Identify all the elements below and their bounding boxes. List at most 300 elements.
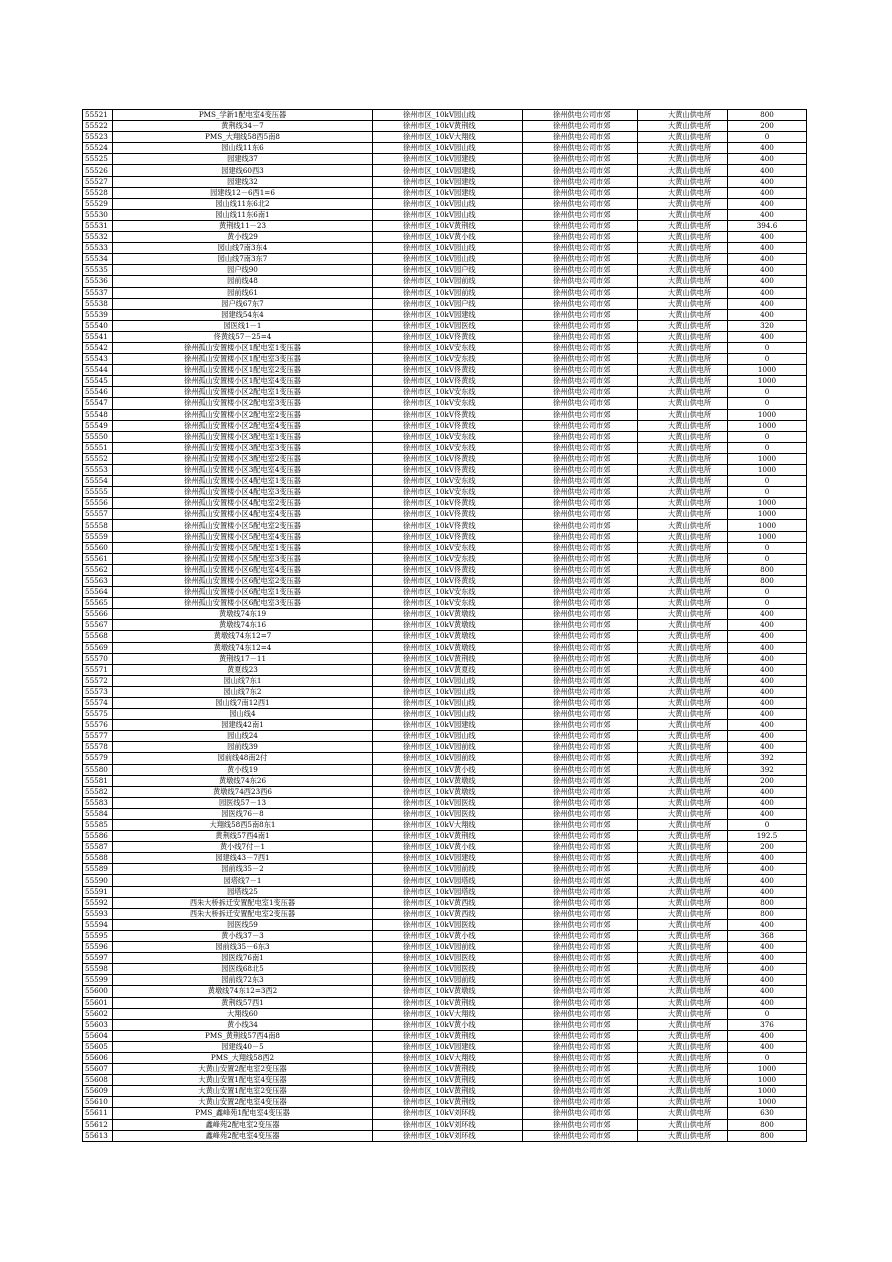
capacity-cell: 0 — [728, 442, 807, 453]
row-id-cell: 55565 — [83, 598, 113, 609]
line-name-cell: 徐州市区_10kV园前线 — [373, 753, 523, 764]
table-row — [83, 320, 807, 331]
company-cell: 徐州供电公司市郊 — [523, 709, 638, 720]
company-cell: 徐州供电公司市郊 — [523, 198, 638, 209]
table-row — [83, 609, 807, 620]
company-cell: 徐州供电公司市郊 — [523, 132, 638, 143]
device-name-cell: 黄墩线74东16 — [113, 620, 373, 631]
line-name-cell: 徐州市区_10kV黄小线 — [373, 842, 523, 853]
line-name-cell: 徐州市区_10kV园前线 — [373, 864, 523, 875]
station-cell: 大黄山供电所 — [638, 498, 728, 509]
table-row — [83, 975, 807, 986]
device-name-cell: 黄小线19 — [113, 764, 373, 775]
row-id-cell: 55609 — [83, 1086, 113, 1097]
row-id-cell: 55611 — [83, 1108, 113, 1119]
capacity-cell: 400 — [728, 276, 807, 287]
capacity-cell: 800 — [728, 575, 807, 586]
capacity-cell: 1000 — [728, 453, 807, 464]
table-row — [83, 742, 807, 753]
table-row — [83, 110, 807, 121]
device-name-cell: 园山线7南3东7 — [113, 254, 373, 265]
row-id-cell: 55524 — [83, 143, 113, 154]
row-id-cell: 55545 — [83, 376, 113, 387]
line-name-cell: 徐州市区_10kV黄荆线 — [373, 997, 523, 1008]
row-id-cell: 55541 — [83, 331, 113, 342]
row-id-cell: 55526 — [83, 165, 113, 176]
line-name-cell: 徐州市区_10kV园山线 — [373, 697, 523, 708]
line-name-cell: 徐州市区_10kV黄荆线 — [373, 1097, 523, 1108]
line-name-cell: 徐州市区_10kV园前线 — [373, 276, 523, 287]
row-id-cell: 55569 — [83, 642, 113, 653]
station-cell: 大黄山供电所 — [638, 365, 728, 376]
line-name-cell: 徐州市区_10kV黄西线 — [373, 908, 523, 919]
device-name-cell: 黄小线37－3 — [113, 930, 373, 941]
capacity-cell: 192.5 — [728, 831, 807, 842]
station-cell: 大黄山供电所 — [638, 476, 728, 487]
device-name-cell: PMS_大翔线58西2 — [113, 1052, 373, 1063]
device-name-cell: 徐州孤山安置楼小区6配电室2变压器 — [113, 575, 373, 586]
line-name-cell: 徐州市区_10kV佟黄线 — [373, 376, 523, 387]
line-name-cell: 徐州市区_10kV园建线 — [373, 165, 523, 176]
company-cell: 徐州供电公司市郊 — [523, 1108, 638, 1119]
line-name-cell: 徐州市区_10kV园医线 — [373, 797, 523, 808]
row-id-cell: 55613 — [83, 1130, 113, 1141]
station-cell: 大黄山供电所 — [638, 908, 728, 919]
table-row — [83, 520, 807, 531]
row-id-cell: 55546 — [83, 387, 113, 398]
capacity-cell: 400 — [728, 720, 807, 731]
capacity-cell: 400 — [728, 797, 807, 808]
row-id-cell: 55588 — [83, 853, 113, 864]
line-name-cell: 徐州市区_10kV黄荆线 — [373, 121, 523, 132]
station-cell: 大黄山供电所 — [638, 254, 728, 265]
row-id-cell: 55552 — [83, 453, 113, 464]
station-cell: 大黄山供电所 — [638, 509, 728, 520]
station-cell: 大黄山供电所 — [638, 697, 728, 708]
row-id-cell: 55585 — [83, 820, 113, 831]
table-row — [83, 1041, 807, 1052]
table-row — [83, 1064, 807, 1075]
table-row — [83, 1130, 807, 1141]
company-cell: 徐州供电公司市郊 — [523, 975, 638, 986]
row-id-cell: 55594 — [83, 919, 113, 930]
device-name-cell: 鑫峰苑2配电室2变压器 — [113, 1119, 373, 1130]
row-id-cell: 55531 — [83, 220, 113, 231]
device-name-cell: 黄墩线74东12=3西2 — [113, 986, 373, 997]
row-id-cell: 55593 — [83, 908, 113, 919]
capacity-cell: 0 — [728, 354, 807, 365]
row-id-cell: 55557 — [83, 509, 113, 520]
station-cell: 大黄山供电所 — [638, 542, 728, 553]
device-name-cell: 黄墩线74西23西6 — [113, 786, 373, 797]
table-row — [83, 187, 807, 198]
capacity-cell: 200 — [728, 121, 807, 132]
table-row — [83, 1119, 807, 1130]
capacity-cell: 1000 — [728, 520, 807, 531]
capacity-cell: 0 — [728, 132, 807, 143]
row-id-cell: 55522 — [83, 121, 113, 132]
company-cell: 徐州供电公司市郊 — [523, 742, 638, 753]
device-name-cell: 徐州孤山安置楼小区3配电室4变压器 — [113, 465, 373, 476]
company-cell: 徐州供电公司市郊 — [523, 254, 638, 265]
table-row — [83, 409, 807, 420]
device-name-cell: 大黄山安置1配电室2变压器 — [113, 1086, 373, 1097]
company-cell: 徐州供电公司市郊 — [523, 697, 638, 708]
station-cell: 大黄山供电所 — [638, 121, 728, 132]
device-name-cell: 园塔线25 — [113, 886, 373, 897]
capacity-cell: 400 — [728, 986, 807, 997]
table-row — [83, 476, 807, 487]
company-cell: 徐州供电公司市郊 — [523, 420, 638, 431]
row-id-cell: 55586 — [83, 831, 113, 842]
row-id-cell: 55605 — [83, 1041, 113, 1052]
station-cell: 大黄山供电所 — [638, 398, 728, 409]
row-id-cell: 55564 — [83, 587, 113, 598]
table-row — [83, 331, 807, 342]
capacity-cell: 1000 — [728, 365, 807, 376]
device-name-cell: 园户线90 — [113, 265, 373, 276]
table-row — [83, 198, 807, 209]
device-name-cell: 徐州孤山安置楼小区6配电室4变压器 — [113, 564, 373, 575]
row-id-cell: 55579 — [83, 753, 113, 764]
capacity-cell: 0 — [728, 487, 807, 498]
company-cell: 徐州供电公司市郊 — [523, 1019, 638, 1030]
line-name-cell: 徐州市区_10kV刘环线 — [373, 1108, 523, 1119]
capacity-cell: 0 — [728, 431, 807, 442]
station-cell: 大黄山供电所 — [638, 531, 728, 542]
capacity-cell: 1000 — [728, 1097, 807, 1108]
table-row — [83, 653, 807, 664]
line-name-cell: 徐州市区_10kV刘环线 — [373, 1119, 523, 1130]
device-name-cell: 黄小线29 — [113, 232, 373, 243]
device-name-cell: 西朱大桥拆迁安置配电室1变压器 — [113, 897, 373, 908]
station-cell: 大黄山供电所 — [638, 265, 728, 276]
table-row — [83, 1008, 807, 1019]
station-cell: 大黄山供电所 — [638, 431, 728, 442]
company-cell: 徐州供电公司市郊 — [523, 431, 638, 442]
device-name-cell: 园山线11东6 — [113, 143, 373, 154]
row-id-cell: 55554 — [83, 476, 113, 487]
station-cell: 大黄山供电所 — [638, 997, 728, 1008]
line-name-cell: 徐州市区_10kV园建线 — [373, 154, 523, 165]
device-name-cell: PMS_大翔线58西5南8 — [113, 132, 373, 143]
capacity-cell: 630 — [728, 1108, 807, 1119]
capacity-cell: 400 — [728, 953, 807, 964]
station-cell: 大黄山供电所 — [638, 1130, 728, 1141]
table-row — [83, 664, 807, 675]
device-name-cell: 园前线61 — [113, 287, 373, 298]
company-cell: 徐州供电公司市郊 — [523, 331, 638, 342]
table-row — [83, 398, 807, 409]
table-row — [83, 209, 807, 220]
device-name-cell: 黄墩线74东12=4 — [113, 642, 373, 653]
row-id-cell: 55597 — [83, 953, 113, 964]
capacity-cell: 400 — [728, 631, 807, 642]
station-cell: 大黄山供电所 — [638, 575, 728, 586]
station-cell: 大黄山供电所 — [638, 853, 728, 864]
table-row — [83, 1108, 807, 1119]
table-row — [83, 220, 807, 231]
device-name-cell: 园塔线7－1 — [113, 875, 373, 886]
company-cell: 徐州供电公司市郊 — [523, 354, 638, 365]
station-cell: 大黄山供电所 — [638, 154, 728, 165]
line-name-cell: 徐州市区_10kV佟黄线 — [373, 465, 523, 476]
table-row — [83, 964, 807, 975]
line-name-cell: 徐州市区_10kV黄墩线 — [373, 620, 523, 631]
device-name-cell: 园山线7南3东4 — [113, 243, 373, 254]
device-name-cell: 园医线76南1 — [113, 953, 373, 964]
company-cell: 徐州供电公司市郊 — [523, 997, 638, 1008]
table-row — [83, 431, 807, 442]
company-cell: 徐州供电公司市郊 — [523, 919, 638, 930]
station-cell: 大黄山供电所 — [638, 442, 728, 453]
line-name-cell: 徐州市区_10kV佟黄线 — [373, 420, 523, 431]
device-name-cell: 园建线40－5 — [113, 1041, 373, 1052]
company-cell: 徐州供电公司市郊 — [523, 1030, 638, 1041]
company-cell: 徐州供电公司市郊 — [523, 564, 638, 575]
table-row — [83, 465, 807, 476]
line-name-cell: 徐州市区_10kV园山线 — [373, 110, 523, 121]
table-row — [83, 487, 807, 498]
device-name-cell: 园医线1－1 — [113, 320, 373, 331]
table-row — [83, 775, 807, 786]
row-id-cell: 55575 — [83, 709, 113, 720]
capacity-cell: 400 — [728, 243, 807, 254]
station-cell: 大黄山供电所 — [638, 1086, 728, 1097]
row-id-cell: 55599 — [83, 975, 113, 986]
capacity-cell: 400 — [728, 309, 807, 320]
line-name-cell: 徐州市区_10kV黄荆线 — [373, 1030, 523, 1041]
device-name-cell: 徐州孤山安置楼小区6配电室3变压器 — [113, 598, 373, 609]
company-cell: 徐州供电公司市郊 — [523, 1119, 638, 1130]
line-name-cell: 徐州市区_10kV黄荆线 — [373, 1086, 523, 1097]
company-cell: 徐州供电公司市郊 — [523, 1008, 638, 1019]
table-row — [83, 764, 807, 775]
company-cell: 徐州供电公司市郊 — [523, 842, 638, 853]
table-row — [83, 342, 807, 353]
capacity-cell: 0 — [728, 387, 807, 398]
station-cell: 大黄山供电所 — [638, 1075, 728, 1086]
station-cell: 大黄山供电所 — [638, 797, 728, 808]
line-name-cell: 徐州市区_10kV园山线 — [373, 709, 523, 720]
device-name-cell: 园建线43－7西1 — [113, 853, 373, 864]
line-name-cell: 徐州市区_10kV园山线 — [373, 209, 523, 220]
table-row — [83, 564, 807, 575]
line-name-cell: 徐州市区_10kV黄荆线 — [373, 831, 523, 842]
table-row — [83, 709, 807, 720]
row-id-cell: 55523 — [83, 132, 113, 143]
table-row — [83, 376, 807, 387]
station-cell: 大黄山供电所 — [638, 276, 728, 287]
company-cell: 徐州供电公司市郊 — [523, 1052, 638, 1063]
row-id-cell: 55543 — [83, 354, 113, 365]
company-cell: 徐州供电公司市郊 — [523, 786, 638, 797]
table-row — [83, 254, 807, 265]
station-cell: 大黄山供电所 — [638, 831, 728, 842]
capacity-cell: 0 — [728, 398, 807, 409]
data-table — [82, 109, 807, 1142]
company-cell: 徐州供电公司市郊 — [523, 864, 638, 875]
row-id-cell: 55576 — [83, 720, 113, 731]
line-name-cell: 徐州市区_10kV安东线 — [373, 354, 523, 365]
station-cell: 大黄山供电所 — [638, 409, 728, 420]
company-cell: 徐州供电公司市郊 — [523, 398, 638, 409]
company-cell: 徐州供电公司市郊 — [523, 620, 638, 631]
table-row — [83, 132, 807, 143]
company-cell: 徐州供电公司市郊 — [523, 309, 638, 320]
station-cell: 大黄山供电所 — [638, 786, 728, 797]
line-name-cell: 徐州市区_10kV黄墩线 — [373, 642, 523, 653]
line-name-cell: 徐州市区_10kV园医线 — [373, 808, 523, 819]
line-name-cell: 徐州市区_10kV佟黄线 — [373, 520, 523, 531]
station-cell: 大黄山供电所 — [638, 487, 728, 498]
capacity-cell: 400 — [728, 609, 807, 620]
table-row — [83, 786, 807, 797]
company-cell: 徐州供电公司市郊 — [523, 1064, 638, 1075]
row-id-cell: 55583 — [83, 797, 113, 808]
line-name-cell: 徐州市区_10kV佟黄线 — [373, 564, 523, 575]
company-cell: 徐州供电公司市郊 — [523, 575, 638, 586]
station-cell: 大黄山供电所 — [638, 1064, 728, 1075]
row-id-cell: 55596 — [83, 942, 113, 953]
company-cell: 徐州供电公司市郊 — [523, 942, 638, 953]
row-id-cell: 55534 — [83, 254, 113, 265]
line-name-cell: 徐州市区_10kV大翔线 — [373, 1052, 523, 1063]
capacity-cell: 400 — [728, 620, 807, 631]
station-cell: 大黄山供电所 — [638, 1030, 728, 1041]
station-cell: 大黄山供电所 — [638, 642, 728, 653]
table-row — [83, 930, 807, 941]
line-name-cell: 徐州市区_10kV园建线 — [373, 1041, 523, 1052]
capacity-cell: 400 — [728, 964, 807, 975]
station-cell: 大黄山供电所 — [638, 820, 728, 831]
row-id-cell: 55548 — [83, 409, 113, 420]
capacity-cell: 400 — [728, 975, 807, 986]
company-cell: 徐州供电公司市郊 — [523, 653, 638, 664]
device-name-cell: 徐州孤山安置楼小区1配电室4变压器 — [113, 376, 373, 387]
station-cell: 大黄山供电所 — [638, 942, 728, 953]
table-row — [83, 387, 807, 398]
line-name-cell: 徐州市区_10kV园建线 — [373, 720, 523, 731]
company-cell: 徐州供电公司市郊 — [523, 165, 638, 176]
row-id-cell: 55536 — [83, 276, 113, 287]
row-id-cell: 55537 — [83, 287, 113, 298]
row-id-cell: 55592 — [83, 897, 113, 908]
device-name-cell: 园建线60西3 — [113, 165, 373, 176]
device-name-cell: 黄荆线57西1 — [113, 997, 373, 1008]
row-id-cell: 55612 — [83, 1119, 113, 1130]
company-cell: 徐州供电公司市郊 — [523, 886, 638, 897]
row-id-cell: 55573 — [83, 686, 113, 697]
line-name-cell: 徐州市区_10kV园山线 — [373, 731, 523, 742]
capacity-cell: 400 — [728, 232, 807, 243]
row-id-cell: 55582 — [83, 786, 113, 797]
capacity-cell: 400 — [728, 1030, 807, 1041]
capacity-cell: 400 — [728, 864, 807, 875]
company-cell: 徐州供电公司市郊 — [523, 387, 638, 398]
line-name-cell: 徐州市区_10kV黄小线 — [373, 930, 523, 941]
capacity-cell: 392 — [728, 764, 807, 775]
table-row — [83, 897, 807, 908]
line-name-cell: 徐州市区_10kV安东线 — [373, 342, 523, 353]
capacity-cell: 400 — [728, 143, 807, 154]
table-row — [83, 176, 807, 187]
line-name-cell: 徐州市区_10kV黄小线 — [373, 232, 523, 243]
company-cell: 徐州供电公司市郊 — [523, 731, 638, 742]
table-row — [83, 243, 807, 254]
row-id-cell: 55540 — [83, 320, 113, 331]
device-name-cell: 徐州孤山安置楼小区1配电室1变压器 — [113, 342, 373, 353]
capacity-cell: 400 — [728, 298, 807, 309]
line-name-cell: 徐州市区_10kV黄荆线 — [373, 1075, 523, 1086]
device-name-cell: 园山线4 — [113, 709, 373, 720]
capacity-cell: 400 — [728, 198, 807, 209]
line-name-cell: 徐州市区_10kV园塔线 — [373, 875, 523, 886]
company-cell: 徐州供电公司市郊 — [523, 930, 638, 941]
station-cell: 大黄山供电所 — [638, 1097, 728, 1108]
row-id-cell: 55539 — [83, 309, 113, 320]
capacity-cell: 400 — [728, 642, 807, 653]
company-cell: 徐州供电公司市郊 — [523, 875, 638, 886]
line-name-cell: 徐州市区_10kV黄荆线 — [373, 1064, 523, 1075]
station-cell: 大黄山供电所 — [638, 1008, 728, 1019]
row-id-cell: 55542 — [83, 342, 113, 353]
line-name-cell: 徐州市区_10kV黄墩线 — [373, 775, 523, 786]
station-cell: 大黄山供电所 — [638, 975, 728, 986]
device-name-cell: 黄荆线17－11 — [113, 653, 373, 664]
device-name-cell: 黄荆线11－23 — [113, 220, 373, 231]
row-id-cell: 55577 — [83, 731, 113, 742]
row-id-cell: 55589 — [83, 864, 113, 875]
table-row — [83, 498, 807, 509]
station-cell: 大黄山供电所 — [638, 453, 728, 464]
row-id-cell: 55571 — [83, 664, 113, 675]
device-name-cell: 徐州孤山安置楼小区2配电室4变压器 — [113, 420, 373, 431]
row-id-cell: 55560 — [83, 542, 113, 553]
company-cell: 徐州供电公司市郊 — [523, 897, 638, 908]
line-name-cell: 徐州市区_10kV大翔线 — [373, 132, 523, 143]
table-row — [83, 354, 807, 365]
company-cell: 徐州供电公司市郊 — [523, 1130, 638, 1141]
device-name-cell: 园山线7东2 — [113, 686, 373, 697]
device-name-cell: 徐州孤山安置楼小区3配电室3变压器 — [113, 442, 373, 453]
company-cell: 徐州供电公司市郊 — [523, 831, 638, 842]
table-row — [83, 1097, 807, 1108]
company-cell: 徐州供电公司市郊 — [523, 686, 638, 697]
station-cell: 大黄山供电所 — [638, 1119, 728, 1130]
row-id-cell: 55601 — [83, 997, 113, 1008]
table-row — [83, 919, 807, 930]
capacity-cell: 400 — [728, 176, 807, 187]
device-name-cell: 徐州孤山安置楼小区4配电室4变压器 — [113, 509, 373, 520]
table-row — [83, 575, 807, 586]
station-cell: 大黄山供电所 — [638, 287, 728, 298]
row-id-cell: 55521 — [83, 110, 113, 121]
line-name-cell: 徐州市区_10kV佟黄线 — [373, 331, 523, 342]
table-row — [83, 1052, 807, 1063]
line-name-cell: 徐州市区_10kV安东线 — [373, 398, 523, 409]
table-row — [83, 276, 807, 287]
capacity-cell: 400 — [728, 942, 807, 953]
station-cell: 大黄山供电所 — [638, 986, 728, 997]
company-cell: 徐州供电公司市郊 — [523, 442, 638, 453]
capacity-cell: 0 — [728, 1008, 807, 1019]
line-name-cell: 徐州市区_10kV园医线 — [373, 919, 523, 930]
device-name-cell: 徐州孤山安置楼小区3配电室2变压器 — [113, 453, 373, 464]
line-name-cell: 徐州市区_10kV园山线 — [373, 675, 523, 686]
station-cell: 大黄山供电所 — [638, 243, 728, 254]
line-name-cell: 徐州市区_10kV黄墩线 — [373, 786, 523, 797]
